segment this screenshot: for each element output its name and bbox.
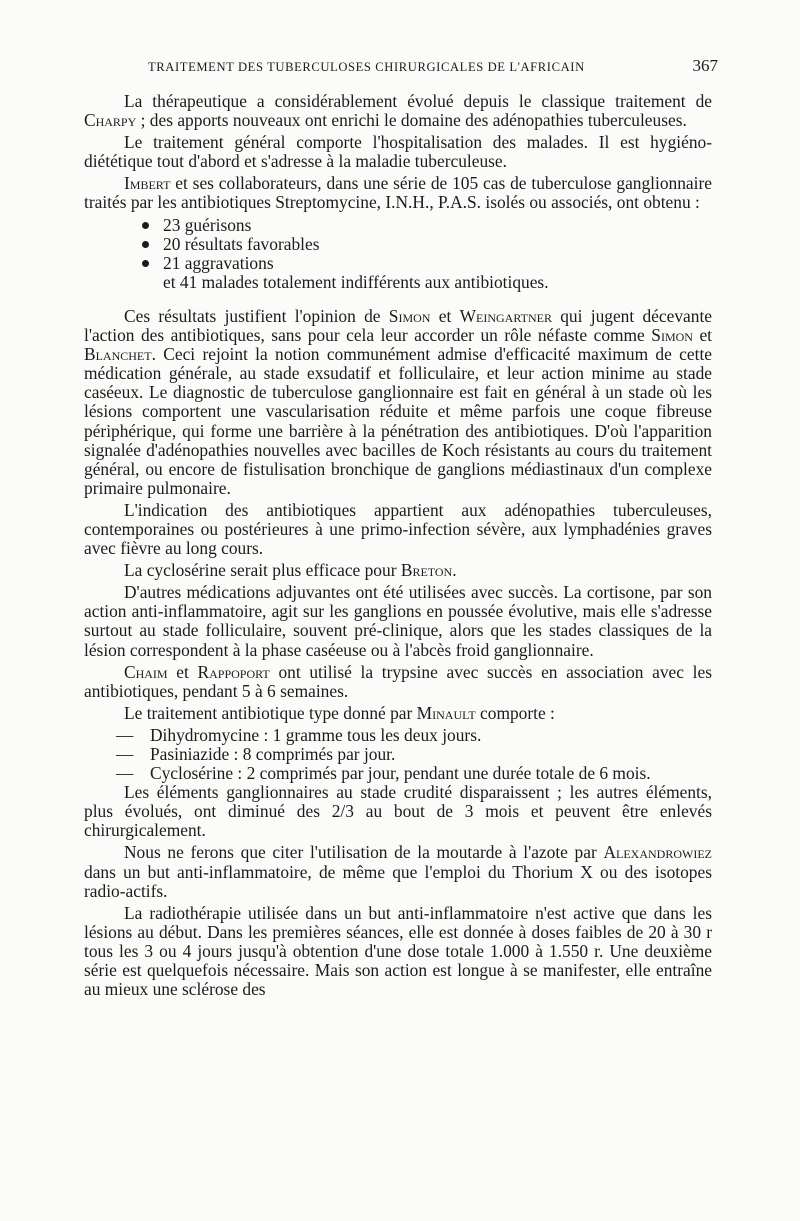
running-header — [148, 56, 718, 76]
author-name: Charpy — [84, 110, 137, 131]
regimen-list — [84, 726, 712, 783]
paragraph-8: Chaim et Rappoport ont utilisé la trypsine avec succès en association avec les antibiotiques, pendant 5 à 6 semaines. — [84, 661, 712, 701]
paragraph-4: Ces résultats justifient l'opinion de Simon et Weingartner qui jugent décevante l'action des antibiotiques, sans pour cela leur accorder un rôle néfaste comme Simon et Blanchet. Ceci rejoint la notion communément admise d'efficacité maximum de cette médication générale, au stade exsudatif et folliculaire, et leur action minime au stade caséeux. Le diagnostic de tuberculose ganglionnaire est fait en général à un stade où les lésions comportent une vascularisation réduite et même parfois une coque fibreuse périphérique, qui forme une barrière à la pénétration des antibiotiques. D'où l'apparition signalée d'adénopathies nouvelles avec bacilles de Koch résistants au cours du traitement général, ou encore de fistulisation bronchique de ganglions médiastinaux d'un complexe primaire pulmonaire. — [84, 305, 713, 498]
paragraph-11: Nous ne ferons que citer l'utilisation de la moutarde à l'azote par Alexandrowiez dans un but anti-inflammatoire, de même que l'emploi du Thorium X ou des isotopes radio-actifs. — [84, 842, 712, 901]
bullet-icon — [142, 260, 149, 267]
list-item: — Cyclosérine : 2 comprimés par jour, pendant une durée totale de 6 mois. — [116, 763, 651, 784]
paragraph-2: Le traitement général comporte l'hospitalisation des malades. Il est hygiéno-diététique tout d'abord et s'adresse à la maladie tuberculeuse. — [84, 132, 712, 172]
author-name: Alexandrowiez — [603, 842, 712, 863]
results-tail: et 41 malades totalement indifférents aux antibiotiques. — [163, 271, 549, 292]
author-name: Weingartner — [459, 305, 552, 326]
list-item: — Pasiniazide : 8 comprimés par jour. — [116, 744, 396, 764]
running-title: TRAITEMENT DES TUBERCULOSES CHIRURGICALES DE L'AFRICAIN — [148, 60, 585, 74]
paragraph-5: L'indication des antibiotiques appartient aux adénopathies tuberculeuses, contemporaines ou postérieures à une primo-infection sévère, aux lymphadénies graves avec fièvre au long cours. — [84, 499, 712, 559]
author-name: Chaim — [124, 661, 168, 682]
dash-marker: — — [116, 744, 134, 764]
text-run: La thérapeutique a considérablement évolué depuis le classique traitement de — [124, 91, 712, 111]
text-run: ; des apports nouveaux ont enrichi le domaine des adénopathies tuberculeuses. — [136, 110, 687, 131]
dash-marker: — — [116, 763, 134, 784]
bullet-icon — [142, 241, 149, 248]
list-item: 23 guérisons — [134, 216, 712, 235]
list-item: 21 aggravations — [134, 254, 712, 273]
paragraph-12: La radiothérapie utilisée dans un but anti-inflammatoire n'est active que dans les lésions au début. Dans les premières séances, elle est donnée à doses faibles de 20 à 30 r tous les 3 ou 4 jours jusqu'à obtention d'une dose totale 1.000 à 1.550 r. Une deuxième série est quelquefois nécessaire. Mais son action est longue à se manifester, elle entraîne au mieux une sclérose des — [84, 902, 712, 1000]
page-number: 367 — [692, 56, 718, 75]
author-name: Simon — [388, 305, 431, 326]
paragraph-1 — [84, 92, 712, 130]
author-name: Blanchet — [84, 344, 152, 365]
paragraph-6: La cyclosérine serait plus efficace pour Breton. — [124, 560, 457, 581]
body-text — [84, 92, 712, 1002]
author-name: Imbert — [124, 173, 171, 194]
paragraph-10: Les éléments ganglionnaires au stade crudité disparaissent ; les autres éléments, plus évolués, ont diminué des 2/3 au bout de 3 mois et peuvent être enlevés chirurgicalement. — [84, 782, 712, 841]
author-name: Minault — [416, 702, 476, 723]
author-name: Rappoport — [197, 661, 270, 682]
text-run: et ses collaborateurs, dans une série de 105 cas de tuberculose ganglionnaire traités par les antibiotiques Streptomycine, I.N.H., P.A.S. isolés ou associés, ont obtenu : — [84, 173, 712, 213]
paragraph-9: Le traitement antibiotique type donné par Minault comporte : — [124, 702, 555, 723]
author-name: Breton — [400, 560, 453, 581]
list-item: — Dihydromycine : 1 gramme tous les deux jours. — [116, 724, 482, 745]
paragraph-7: D'autres médications adjuvantes ont été utilisées avec succès. La cortisone, par son action anti-inflammatoire, agit sur les ganglions en poussée évolutive, mais elle s'adresse surtout au stade folliculaire, souvent pré-clinique, alors que les stades classiques de la lésion correspondent à la phase caséeuse ou à l'abcès froid ganglionnaire. — [84, 582, 712, 660]
results-list — [84, 216, 712, 273]
author-name: Simon — [651, 325, 693, 346]
paragraph-3 — [84, 174, 712, 212]
list-item: 20 résultats favorables — [134, 235, 712, 254]
bullet-icon — [142, 222, 149, 229]
dash-marker: — — [116, 724, 134, 745]
